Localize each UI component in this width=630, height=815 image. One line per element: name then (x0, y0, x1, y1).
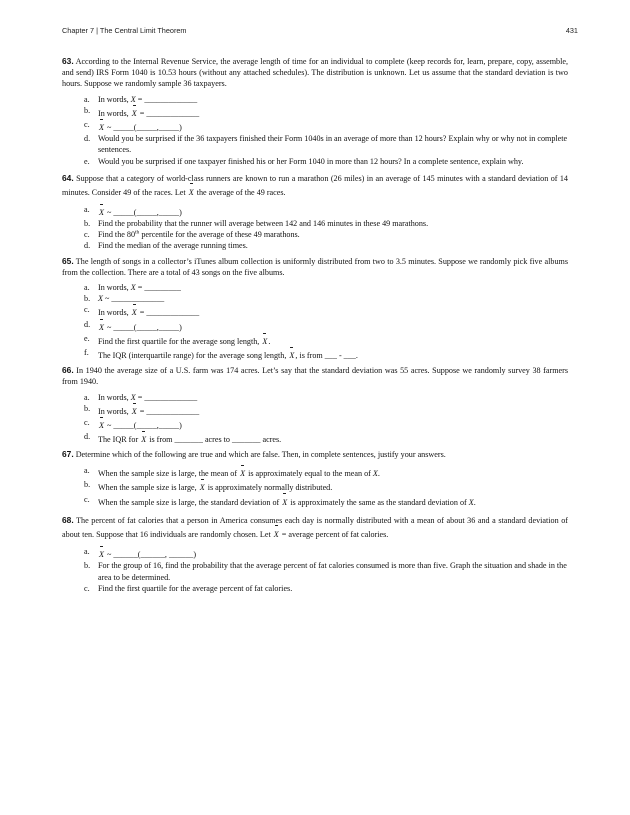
list-item (62, 105, 568, 119)
text-fragment: d. (84, 319, 91, 329)
text-fragment: X (131, 308, 137, 318)
problem-text: According to the Internal Revenue Service, the average length of time for an individual to complete (keep records for, learn, prepare, copy, assemble, and send) IRS Form 1040 is 10.53 hours (without any attached schedules). The distribution is unknown. Let us assume that the standard deviation is two hours. Suppose we randomly sample 36 taxpayers. (62, 57, 568, 89)
page-number: 431 (565, 26, 578, 35)
text-fragment: The IQR (interquartile range) for the average song length, (98, 351, 289, 361)
text-fragment: Find the probability that the runner will average between 142 and 146 minutes in these 49 marathons. (98, 219, 429, 229)
problem-65 (62, 256, 568, 278)
problem-66 (62, 365, 568, 387)
text-fragment: Find the 80 (98, 230, 136, 240)
text-fragment: X (199, 482, 205, 492)
chapter-title: Chapter 7 | The Central Limit Theorem (62, 26, 187, 35)
text-fragment: = _____________ (137, 108, 200, 118)
problem-number: 65. (62, 255, 74, 266)
text-fragment: f. (84, 348, 89, 358)
problem-63 (62, 56, 568, 90)
problem-text: Determine which of the following are true and which are false. Then, in complete sentences, justify your answers. (75, 450, 446, 460)
list-item (62, 304, 568, 318)
text-fragment: In words, (98, 108, 131, 118)
text-fragment: X (273, 528, 280, 542)
text-fragment: d. (84, 134, 91, 144)
problem-number: 68. (62, 515, 74, 526)
problem-number: 63. (62, 56, 74, 66)
text-fragment: d. (84, 432, 91, 442)
text-fragment: percentile for the average of these 49 marathons. (139, 230, 300, 240)
list-item (62, 347, 568, 361)
text-fragment: In words, (98, 94, 131, 104)
text-fragment: In words, (98, 308, 131, 318)
list-item (62, 204, 568, 218)
text-fragment: Find the median of the average running times. (98, 241, 248, 251)
text-fragment: When the sample size is large, the mean of (98, 468, 240, 478)
list-item (62, 229, 568, 240)
text-fragment: d. (84, 241, 91, 251)
text-fragment: Would you be surprised if one taxpayer finished his or her Form 1040 in more than 12 hours? In a complete sentence, explain why. (98, 156, 524, 166)
text-fragment: Find the first quartile for the average percent of fat calories. (98, 583, 293, 593)
text-fragment: X (99, 123, 104, 133)
text-fragment: ~ _____________ (102, 294, 165, 304)
text-fragment: c. (84, 120, 90, 130)
text-fragment: b. (84, 219, 91, 229)
list-item (62, 293, 568, 304)
text-fragment: a. (84, 94, 90, 104)
text-fragment: X (262, 336, 268, 346)
text-fragment: . (377, 468, 380, 478)
list-item (62, 156, 568, 167)
text-fragment: = _____________ (135, 94, 198, 104)
text-fragment: e. (84, 333, 90, 343)
text-fragment: The percent of fat calories that a person in America consumes each day is normally distributed with a mean of about 36 and a standard deviation of about ten. Suppose that 16 individuals are randomly chosen. Let (62, 516, 568, 540)
text-fragment: e. (84, 156, 90, 166)
list-item (62, 392, 568, 403)
text-fragment: , is from ___ - ___. (295, 351, 358, 361)
problem-number: 67. (62, 449, 74, 460)
text-fragment: In words, (98, 283, 131, 293)
problem-68-parts (62, 546, 568, 594)
text-fragment: a. (84, 283, 90, 293)
text-fragment: X (99, 421, 104, 431)
problem-number: 66. (62, 365, 74, 376)
list-item (62, 333, 568, 347)
page-header (62, 26, 578, 40)
text-fragment: X (131, 406, 137, 416)
problem-text: The length of songs in a collector’s iTunes album collection is uniformly distributed from two to 3.5 minutes. Suppose we randomly pick five albums from the collection. There are a total of 43 songs on the five albums. (62, 256, 568, 277)
text-fragment: ~ _____(_____,_____) (104, 421, 182, 431)
text-fragment: b. (84, 403, 91, 413)
text-fragment: = _____________ (137, 308, 200, 318)
text-fragment: c. (84, 495, 90, 505)
text-fragment: Would you be surprised if the 36 taxpayers finished their Form 1040s in an average of more than 12 hours? Explain why or why not in complete sentences. (98, 134, 568, 155)
text-fragment: th (135, 229, 140, 236)
text-fragment: X (130, 94, 136, 104)
text-fragment: c. (84, 230, 90, 240)
text-fragment: = average percent of fat calories. (279, 530, 389, 540)
text-fragment: a. (84, 392, 90, 402)
text-fragment: Suppose that a category of world-class runners are known to run a marathon (26 miles) in an average of 145 minutes with a standard deviation of 14 minutes. Consider 49 of the races. Let (62, 173, 568, 197)
text-fragment: In words, (98, 406, 131, 416)
problem-text: In 1940 the average size of a U.S. farm was 174 acres. Let’s say that the standard deviation was 55 acres. Suppose we randomly survey 38 farmers from 1940. (62, 366, 568, 387)
list-item (62, 319, 568, 333)
text-fragment: . (268, 336, 271, 346)
text-fragment: is approximately the same as the standard deviation of (288, 498, 469, 508)
text-fragment: Find the first quartile for the average song length, (98, 336, 262, 346)
text-fragment: When the sample size is large, (98, 482, 199, 492)
text-fragment: c. (84, 418, 90, 428)
text-fragment: b. (84, 105, 91, 115)
text-fragment: X (468, 498, 474, 508)
problem-number: 64. (62, 172, 74, 183)
text-fragment: X (240, 468, 246, 478)
text-fragment: X (99, 550, 104, 560)
text-fragment: a. (84, 465, 90, 475)
text-fragment: c. (84, 305, 90, 315)
text-fragment: ~ _____(_____,_____) (104, 207, 182, 217)
text-fragment: X (282, 498, 288, 508)
list-item (62, 94, 568, 105)
text-fragment: a. (84, 547, 90, 557)
problem-68 (62, 513, 568, 542)
problem-63-parts (62, 94, 568, 167)
list-item (62, 560, 568, 582)
text-fragment: ~ _____(_____,_____) (104, 123, 182, 133)
text-fragment: ~ _____(_____,_____) (104, 322, 182, 332)
text-fragment: For the group of 16, find the probability that the average percent of fat calories consumed is more than five. Graph the situation and shade in the area to be determined. (98, 561, 567, 582)
text-fragment: c. (84, 583, 90, 593)
list-item (62, 218, 568, 229)
list-item (62, 240, 568, 251)
problem-65-parts (62, 282, 568, 361)
text-fragment: X (99, 207, 104, 217)
list-item (62, 479, 568, 493)
text-fragment: ~ ______(______, ______) (104, 550, 197, 560)
text-fragment: is approximately equal to the mean of (246, 468, 373, 478)
text-fragment: X (188, 186, 195, 200)
text-fragment: X (130, 283, 136, 293)
problem-66-parts (62, 392, 568, 446)
text-fragment: = _____________ (135, 392, 198, 402)
text-fragment: X (372, 468, 378, 478)
list-item (62, 119, 568, 133)
text-fragment: b. (84, 294, 91, 304)
list-item (62, 431, 568, 445)
text-fragment: is from _______ acres to _______ acres. (147, 435, 282, 445)
list-item (62, 493, 568, 509)
list-item (62, 417, 568, 431)
text-fragment: . (473, 498, 476, 508)
text-fragment: The IQR for (98, 435, 141, 445)
list-item (62, 403, 568, 417)
list-item (62, 583, 568, 594)
list-item (62, 282, 568, 293)
text-fragment: = _____________ (137, 406, 200, 416)
text-fragment: X (99, 322, 104, 332)
text-fragment: In words, (98, 392, 131, 402)
text-fragment: X (98, 294, 103, 304)
text-fragment: X (130, 392, 136, 402)
text-fragment: a. (84, 204, 90, 214)
text-fragment: = _________ (135, 283, 181, 293)
text-fragment: X (131, 108, 137, 118)
text-fragment: is approximately normally distributed. (205, 482, 333, 492)
text-fragment: X (289, 351, 295, 361)
text-fragment: b. (84, 479, 91, 489)
list-item (62, 546, 568, 560)
page-content (62, 56, 568, 598)
problem-64 (62, 171, 568, 200)
text-fragment: When the sample size is large, the standard deviation of (98, 498, 282, 508)
list-item (62, 133, 568, 155)
problem-67-parts (62, 465, 568, 509)
problem-64-parts (62, 204, 568, 252)
text-fragment: b. (84, 561, 91, 571)
text-fragment: the average of the 49 races. (194, 187, 286, 197)
problem-67 (62, 449, 568, 460)
list-item (62, 465, 568, 479)
text-fragment: X (141, 435, 147, 445)
